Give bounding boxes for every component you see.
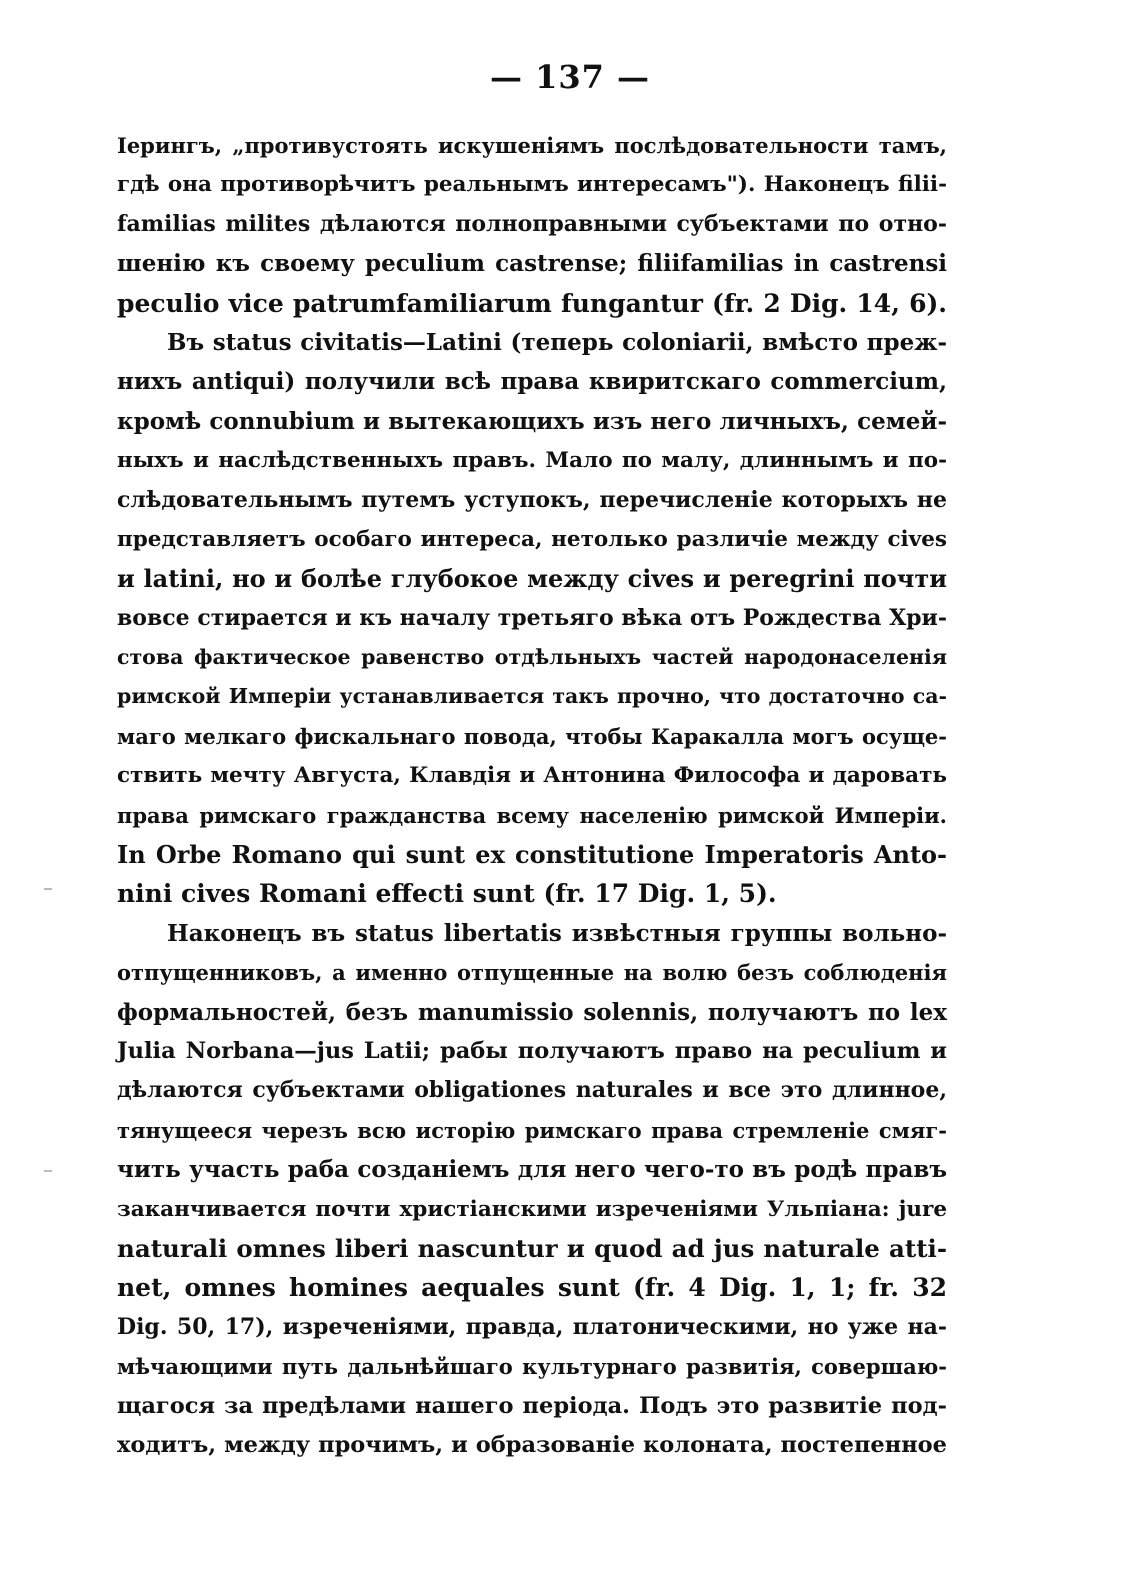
paragraph bbox=[117, 323, 947, 914]
text-line: Наконецъ въ status libertatis извѣстныя группы вольно- bbox=[167, 919, 947, 947]
text-line: дѣлаются субъектами obligationes naturales и все это длинное, bbox=[117, 1077, 947, 1104]
text-line: Въ status civitatis—Latini (теперь coloniarii, вмѣсто преж- bbox=[167, 328, 947, 356]
text-line: ствить мечту Августа, Клавдія и Антонина Философа и даровать bbox=[117, 763, 947, 789]
margin-mark bbox=[44, 1170, 52, 1172]
paragraph bbox=[117, 914, 947, 1465]
text-line: кромѣ connubium и вытекающихъ изъ него личныхъ, семей- bbox=[117, 407, 947, 435]
text-line: тянущееся черезъ всю исторію римскаго права стремленіе смяг- bbox=[117, 1117, 947, 1143]
text-line: стова фактическое равенство отдѣльныхъ частей народонаселенія bbox=[117, 645, 947, 670]
body-text bbox=[117, 126, 947, 1465]
text-line: римской Имперіи устанавливается такъ прочно, что достаточно са- bbox=[117, 684, 947, 709]
text-line: заканчивается почти христіанскими изреченіями Ульпіана: jure bbox=[117, 1196, 947, 1222]
margin-mark bbox=[44, 888, 52, 890]
paragraph bbox=[117, 126, 947, 323]
text-line: ходитъ, между прочимъ, и образованіе колоната, постепенное bbox=[117, 1431, 947, 1458]
text-line: вовсе стирается и къ началу третьяго вѣка отъ Рождества Хри- bbox=[117, 604, 947, 631]
page-number: — 137 — bbox=[489, 58, 651, 96]
text-line: In Orbe Romano qui sunt ex constitutione Imperatoris Anto- bbox=[117, 840, 947, 870]
text-line: peculio vice patrumfamiliarum fungantur (fr. 2 Dig. 14, 6). bbox=[117, 288, 947, 318]
text-line: Iерингъ, „противустоять искушеніямъ послѣдовательности тамъ, bbox=[117, 133, 947, 158]
text-line: familias milites дѣлаются полноправными субъектами по отно- bbox=[117, 210, 947, 237]
text-line: права римскаго гражданства всему населенію римской Имперіи. bbox=[117, 802, 947, 828]
text-line: маго мелкаго фискальнаго повода, чтобы Каракалла могъ осуще- bbox=[117, 723, 947, 749]
text-line: щагося за предѣлами нашего періода. Подъ это развитіе под- bbox=[117, 1392, 947, 1419]
text-line: naturali omnes liberi nascuntur и quod ad jus naturale atti- bbox=[117, 1233, 947, 1263]
text-line: нихъ antiqui) получили всѣ права квиритскаго commercium, bbox=[117, 368, 947, 396]
text-line: отпущенниковъ, а именно отпущенные на волю безъ соблюденія bbox=[117, 960, 947, 986]
text-line: представляетъ особаго интереса, нетолько различіе между cives bbox=[117, 526, 947, 552]
text-line: формальностей, безъ manumissio solennis, получаютъ по lex bbox=[117, 998, 947, 1026]
text-line: Dig. 50, 17), изреченіями, правда, платоническими, но уже на- bbox=[117, 1313, 947, 1340]
text-line: чить участь раба созданіемъ для него чего-то въ родѣ правъ bbox=[117, 1156, 947, 1184]
text-line: ныхъ и наслѣдственныхъ правъ. Мало по малу, длиннымъ и по- bbox=[117, 448, 947, 474]
text-line: Julia Norbana—jus Latii; рабы получаютъ право на peculium и bbox=[117, 1037, 947, 1064]
text-line: и latini, но и болѣе глубокое между cives и peregrini почти bbox=[117, 564, 947, 594]
text-line: nini cives Romani effecti sunt (fr. 17 Dig. 1, 5). bbox=[117, 879, 777, 909]
text-line: мѣчающими путь дальнѣйшаго культурнаго развитія, совершаю- bbox=[117, 1354, 947, 1380]
text-line: шенію къ своему peculium castrense; filiifamilias in castrensi bbox=[117, 250, 947, 278]
text-line: слѣдовательнымъ путемъ уступокъ, перечисленіе которыхъ не bbox=[117, 486, 947, 513]
text-line: net, omnes homines aequales sunt (fr. 4 Dig. 1, 1; fr. 32 bbox=[117, 1273, 947, 1303]
text-line: гдѣ она противорѣчитъ реальнымъ интересамъ"). Наконецъ filii- bbox=[117, 172, 947, 198]
